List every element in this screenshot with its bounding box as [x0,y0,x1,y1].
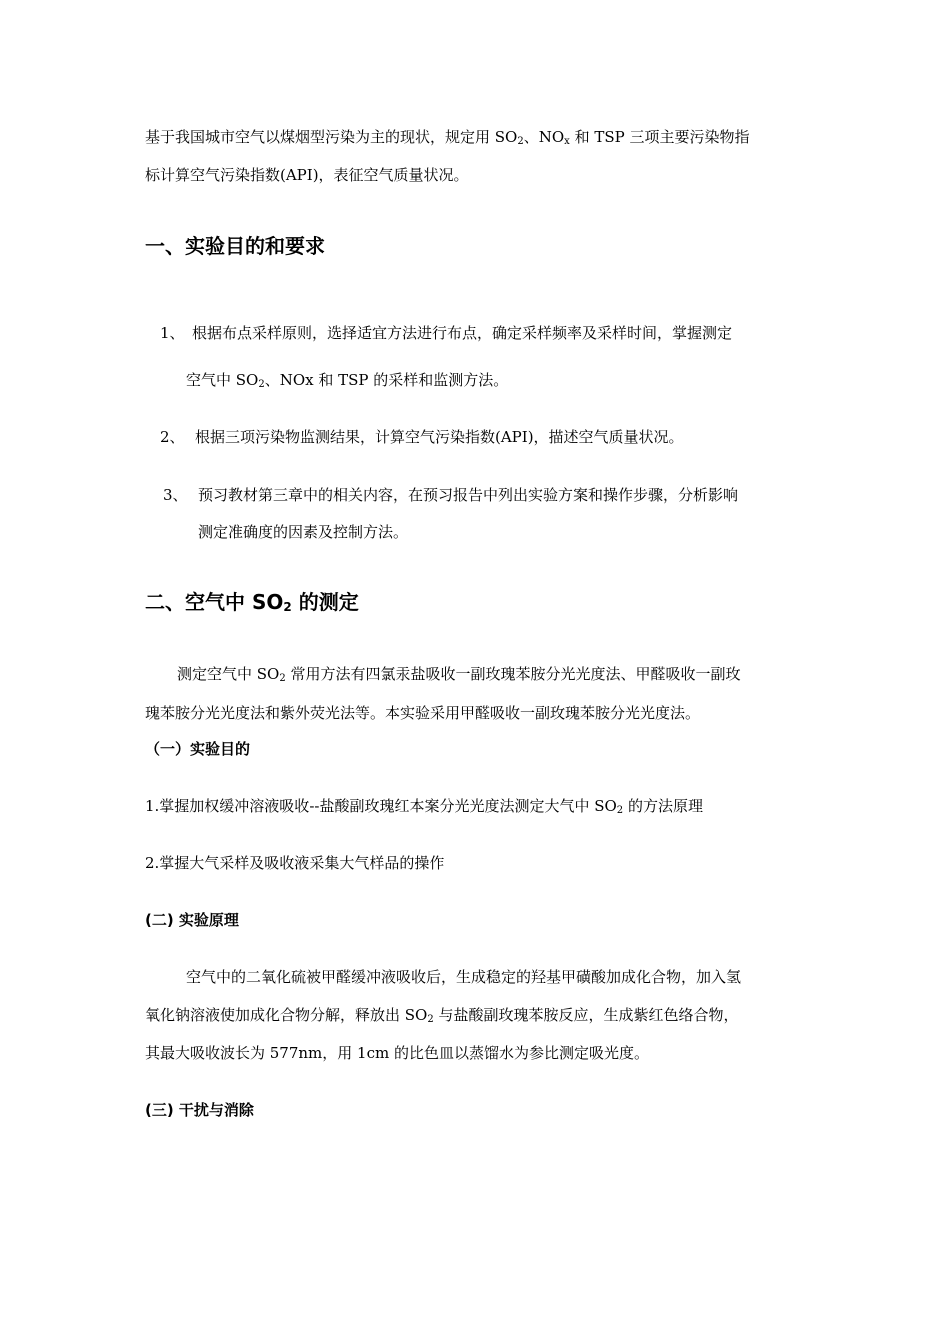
subsection-principle-heading: (二) 实验原理 [145,911,239,929]
subsection-objective-item-2: 2.掌握大气采样及吸收液采集大气样品的操作 [145,854,445,872]
method-paragraph-line-2: 瑰苯胺分光光度法和紫外荧光法等。本实验采用甲醛吸收一副玫瑰苯胺分光光度法。 [145,704,701,722]
intro-line-2: 标计算空气污染指数(API)，表征空气质量状况。 [145,166,469,184]
subsection-interference-heading: (三) 干扰与消除 [145,1101,254,1119]
subsection-objective-heading: （一）实验目的 [145,740,251,758]
principle-line-1: 空气中的二氧化硫被甲醛缓冲液吸收后，生成稳定的羟基甲磺酸加成化合物，加入氢 [186,968,742,986]
section-2-heading: 二、空气中 $SO_2$ 的测定 [145,590,359,614]
principle-line-3: 其最大吸收波长为 577nm，用 1cm 的比色皿以蒸馏水为参比测定吸光度。 [145,1044,649,1062]
subsection-objective-item-1: 1.掌握加权缓冲溶液吸收--盐酸副玫瑰红本案分光光度法测定大气中 $SO_2$ 的方法原理 [145,797,703,816]
objective-item-1-line-1: 1、 根据布点采样原则，选择适宜方法进行布点，确定采样频率及采样时间，掌握测定 [160,324,733,342]
principle-line-2: 氧化钠溶液使加成化合物分解，释放出 $SO_2$ 与盐酸副玫瑰苯胺反应，生成紫红色络合物， [145,1006,739,1025]
method-paragraph-line-1: 测定空气中 $SO_2$ 常用方法有四氯汞盐吸收一副玫瑰苯胺分光光度法、甲醛吸收一副玫 [177,665,741,684]
objective-item-1-line-2: 空气中 $SO_2$、NOx 和 TSP 的采样和监测方法。 [186,371,509,390]
objective-item-3-line-1: 3、 预习教材第三章中的相关内容，在预习报告中列出实验方案和操作步骤，分析影响 [163,486,739,504]
objective-item-2: 2、 根据三项污染物监测结果，计算空气污染指数(API)，描述空气质量状况。 [160,428,684,446]
intro-line-1: 基于我国城市空气以煤烟型污染为主的现状，规定用 $SO_2$、$NO_x$ 和 TSP 三项主要污染物指 [145,128,750,147]
objective-item-3-line-2: 测定准确度的因素及控制方法。 [198,523,409,541]
section-1-heading: 一、实验目的和要求 [145,234,325,258]
